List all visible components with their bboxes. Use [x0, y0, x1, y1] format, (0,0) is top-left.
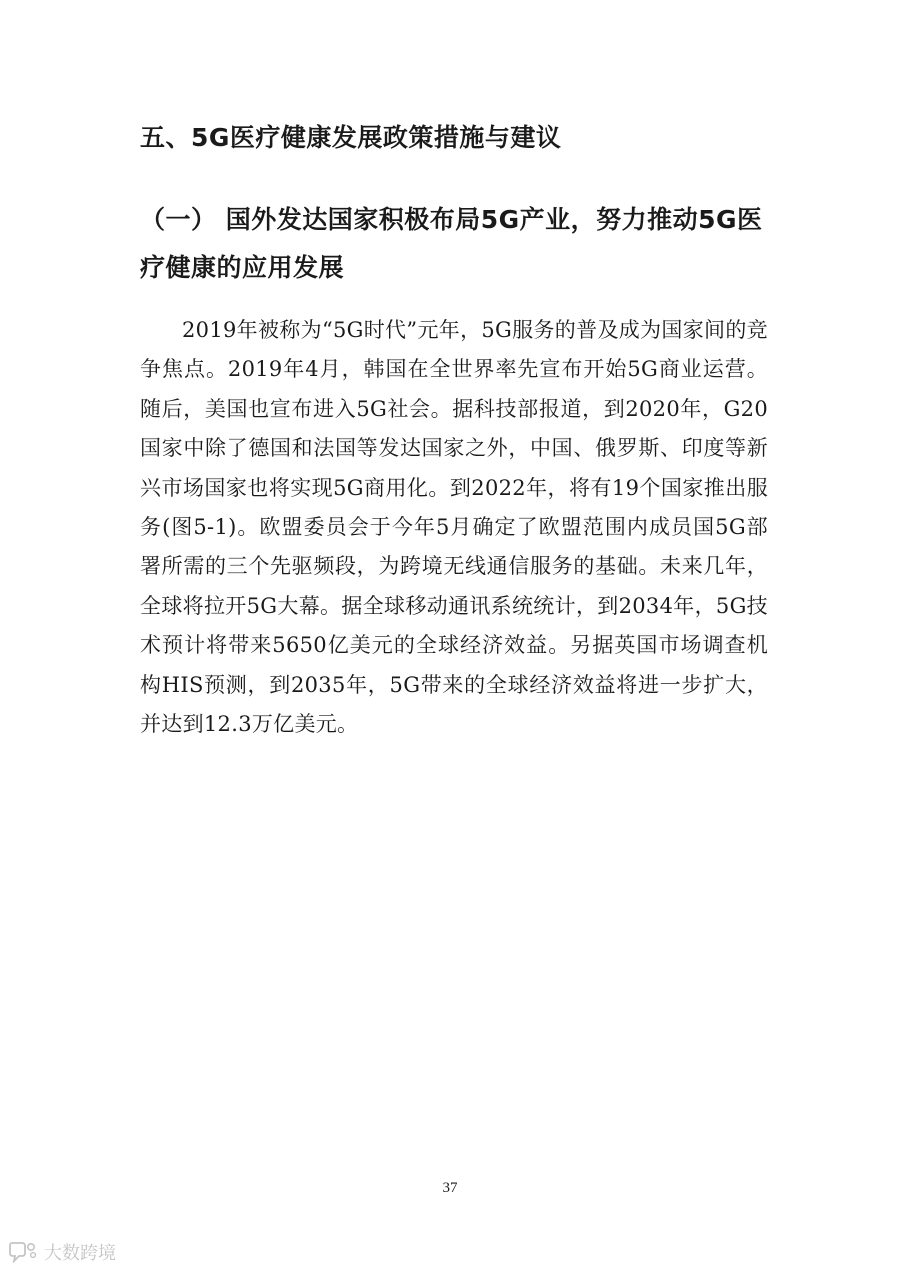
- section-title: 五、5G医疗健康发展政策措施与建议: [140, 123, 562, 152]
- watermark-text: 大数跨境: [44, 1243, 116, 1264]
- watermark: [8, 1238, 116, 1266]
- body-paragraph: 2019年被称为“5G时代”元年，5G服务的普及成为国家间的竞争焦点。2019年4月，韩国在全世界率先宣布开始5G商业运营。随后，美国也宣布进入5G社会。据科技部报道，到2020年，G20国家中除了德国和法国等发达国家之外，中国、俄罗斯、印度等新兴市场国家也将实现5G商用化。到2022年，将有19个国家推出服务(图5-1)。欧盟委员会于今年5月确定了欧盟范围内成员国5G部署所需的三个先驱频段，为跨境无线通信服务的基础。未来几年，全球将拉开5G大幕。据全球移动通讯系统统计，到2034年，5G技术预计将带来5650亿美元的全球经济效益。另据英国市场调查机构HIS预测，到2035年，5G带来的全球经济效益将进一步扩大，并达到12.3万亿美元。: [140, 318, 768, 737]
- subsection-title: （一） 国外发达国家积极布局5G产业，努力推动5G医疗健康的应用发展: [140, 205, 763, 282]
- chat-bubble-logo-icon: [8, 1241, 38, 1263]
- page-number: 37: [442, 1180, 458, 1196]
